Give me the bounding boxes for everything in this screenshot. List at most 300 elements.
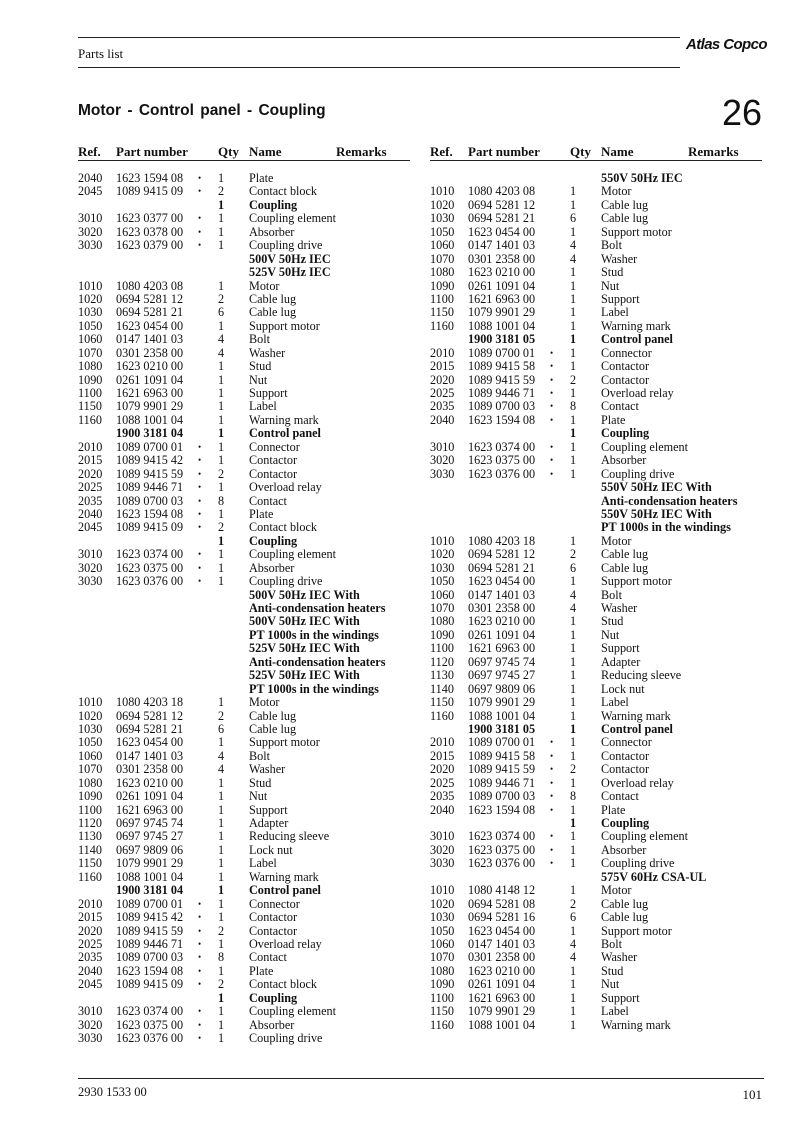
name-cell: Nut bbox=[601, 977, 620, 992]
part-number-cell: 1623 0375 00 bbox=[116, 560, 184, 575]
parts-row bbox=[430, 1019, 770, 1032]
part-number-cell: 0694 5281 12 bbox=[468, 547, 536, 562]
qty-cell: 1 bbox=[218, 480, 225, 495]
qty-cell: 6 bbox=[570, 560, 577, 575]
bullet-cell: • bbox=[198, 912, 202, 923]
qty-cell: 1 bbox=[218, 211, 225, 226]
parts-row bbox=[430, 777, 770, 790]
ref-cell: 2015 bbox=[78, 910, 103, 925]
ref-cell: 3010 bbox=[78, 1004, 103, 1019]
part-number-cell: 0261 1091 04 bbox=[116, 372, 184, 387]
qty-cell: 1 bbox=[218, 547, 225, 562]
section-number: 26 bbox=[721, 92, 762, 133]
parts-row bbox=[430, 374, 770, 387]
part-number-cell: 1089 9415 59 bbox=[116, 466, 184, 481]
name-cell: PT 1000s in the windings bbox=[249, 627, 379, 642]
name-cell: Control panel bbox=[249, 426, 321, 441]
part-number-cell: 1621 6963 00 bbox=[116, 386, 184, 400]
name-cell: Contactor bbox=[249, 453, 298, 468]
parts-row bbox=[78, 266, 418, 279]
qty-cell: 1 bbox=[570, 426, 577, 441]
qty-cell: 1 bbox=[570, 668, 577, 683]
parts-row bbox=[78, 387, 418, 400]
ref-cell: 3010 bbox=[430, 439, 455, 454]
bullet-cell: • bbox=[198, 898, 202, 909]
name-cell: Coupling element bbox=[601, 829, 688, 844]
col-remarks: Remarks bbox=[336, 144, 387, 159]
ref-cell: 1090 bbox=[78, 789, 103, 804]
bullet-cell: • bbox=[550, 844, 554, 855]
name-cell: Stud bbox=[601, 614, 624, 629]
qty-cell: 2 bbox=[218, 184, 225, 199]
name-cell: Coupling bbox=[249, 533, 298, 548]
parts-row bbox=[430, 965, 770, 978]
qty-cell: 1 bbox=[570, 197, 577, 212]
qty-cell: 1 bbox=[218, 896, 225, 911]
bullet-cell: • bbox=[550, 750, 554, 761]
parts-row bbox=[78, 898, 418, 911]
qty-cell: 2 bbox=[218, 520, 225, 535]
ref-cell: 2010 bbox=[78, 896, 103, 911]
ref-cell: 1020 bbox=[430, 547, 455, 562]
parts-row bbox=[78, 750, 418, 763]
qty-cell: 1 bbox=[218, 869, 225, 884]
ref-cell: 2010 bbox=[430, 345, 455, 360]
name-cell: Motor bbox=[249, 695, 280, 710]
ref-cell: 3010 bbox=[78, 547, 103, 562]
qty-cell: 1 bbox=[218, 278, 225, 293]
qty-cell: 1 bbox=[570, 627, 577, 642]
qty-cell: 1 bbox=[218, 883, 225, 898]
parts-row bbox=[78, 965, 418, 978]
parts-row bbox=[78, 992, 418, 1005]
part-number-cell: 0147 1401 03 bbox=[116, 332, 184, 347]
ref-cell: 1080 bbox=[430, 265, 455, 280]
part-number-cell: 0694 5281 21 bbox=[116, 305, 184, 320]
ref-cell: 1080 bbox=[78, 775, 103, 790]
qty-cell: 8 bbox=[218, 493, 225, 508]
name-cell: Coupling bbox=[601, 426, 650, 441]
qty-cell: 1 bbox=[218, 506, 225, 521]
qty-cell: 4 bbox=[570, 601, 577, 615]
ref-cell: 2025 bbox=[78, 936, 103, 951]
parts-row bbox=[78, 938, 418, 951]
parts-row bbox=[430, 804, 770, 817]
name-cell: 525V 50Hz IEC With bbox=[249, 641, 360, 656]
parts-row bbox=[78, 1005, 418, 1018]
ref-cell: 1080 bbox=[430, 614, 455, 629]
parts-row bbox=[78, 347, 418, 360]
col-part: Part number bbox=[468, 144, 540, 159]
qty-cell: 4 bbox=[218, 748, 225, 763]
name-cell: Cable lug bbox=[601, 910, 649, 925]
col-remarks: Remarks bbox=[688, 144, 739, 159]
qty-cell: 2 bbox=[570, 547, 577, 562]
column-header-left bbox=[78, 144, 410, 160]
ref-cell: 1090 bbox=[430, 977, 455, 992]
parts-row bbox=[430, 495, 770, 508]
parts-row bbox=[78, 777, 418, 790]
ref-cell: 1030 bbox=[430, 560, 455, 575]
qty-cell: 1 bbox=[570, 412, 577, 427]
part-number-cell: 0694 5281 21 bbox=[468, 211, 536, 226]
parts-row bbox=[430, 347, 770, 360]
qty-cell: 1 bbox=[218, 318, 225, 333]
name-cell: Contact bbox=[601, 399, 639, 414]
part-number-cell: 1621 6963 00 bbox=[468, 291, 536, 306]
name-cell: 550V 50Hz IEC With bbox=[601, 506, 712, 521]
parts-row bbox=[430, 750, 770, 763]
qty-cell: 6 bbox=[218, 305, 225, 320]
parts-row bbox=[430, 683, 770, 696]
parts-row bbox=[430, 723, 770, 736]
parts-row bbox=[430, 830, 770, 843]
name-cell: Label bbox=[249, 399, 277, 414]
qty-cell: 1 bbox=[218, 816, 225, 830]
part-number-cell: 1623 1594 08 bbox=[116, 963, 184, 978]
parts-row bbox=[430, 535, 770, 548]
name-cell: Support bbox=[249, 386, 288, 400]
name-cell: Support motor bbox=[601, 224, 672, 239]
parts-row bbox=[78, 212, 418, 225]
name-cell: Overload relay bbox=[249, 936, 322, 951]
qty-cell: 1 bbox=[218, 990, 225, 1005]
parts-row bbox=[430, 239, 770, 252]
part-number-cell: 1089 9415 09 bbox=[116, 184, 184, 199]
page-number: 101 bbox=[742, 1087, 762, 1102]
ref-cell: 1060 bbox=[430, 238, 455, 253]
parts-row bbox=[78, 763, 418, 776]
bullet-cell: • bbox=[198, 213, 202, 224]
name-cell: Stud bbox=[249, 359, 272, 374]
ref-cell: 1160 bbox=[430, 1017, 454, 1032]
bullet-cell: • bbox=[198, 495, 202, 506]
qty-cell: 1 bbox=[570, 977, 577, 992]
bullet-cell: • bbox=[198, 952, 202, 963]
page-title: Motor - Control panel - Coupling bbox=[78, 102, 326, 119]
ref-cell: 1070 bbox=[430, 601, 455, 615]
ref-cell: 1020 bbox=[78, 708, 103, 723]
part-number-cell: 1089 9415 59 bbox=[468, 372, 536, 387]
ref-cell: 2015 bbox=[78, 453, 103, 468]
part-number-cell: 1089 0700 03 bbox=[468, 789, 536, 804]
qty-cell: 1 bbox=[218, 842, 225, 857]
ref-cell: 2045 bbox=[78, 184, 103, 199]
name-cell: Reducing sleeve bbox=[249, 829, 330, 844]
qty-cell: 1 bbox=[218, 426, 225, 441]
parts-column-left bbox=[78, 172, 418, 1045]
name-cell: Motor bbox=[601, 184, 632, 199]
name-cell: Coupling drive bbox=[249, 574, 323, 589]
name-cell: Stud bbox=[249, 775, 272, 790]
parts-row bbox=[430, 763, 770, 776]
part-number-cell: 1088 1001 04 bbox=[468, 318, 536, 333]
part-number-cell: 1623 1594 08 bbox=[116, 171, 184, 185]
part-number-cell: 1089 9446 71 bbox=[116, 480, 184, 495]
col-name: Name bbox=[601, 144, 634, 159]
name-cell: Bolt bbox=[601, 238, 622, 253]
name-cell: Bolt bbox=[601, 587, 622, 602]
header-label: Parts list bbox=[78, 46, 124, 61]
name-cell: Label bbox=[601, 695, 629, 710]
ref-cell: 2040 bbox=[78, 963, 103, 978]
bullet-cell: • bbox=[550, 374, 554, 385]
name-cell: Motor bbox=[601, 883, 632, 898]
ref-cell: 1050 bbox=[78, 318, 103, 333]
bullet-cell: • bbox=[198, 938, 202, 949]
part-number-cell: 1621 6963 00 bbox=[468, 641, 536, 656]
ref-cell: 1100 bbox=[430, 990, 454, 1005]
parts-row bbox=[78, 844, 418, 857]
document-number: 2930 1533 00 bbox=[78, 1085, 147, 1099]
parts-row bbox=[78, 696, 418, 709]
ref-cell: 1020 bbox=[430, 896, 455, 911]
ref-cell: 2035 bbox=[430, 399, 455, 414]
name-cell: 550V 50Hz IEC With bbox=[601, 480, 712, 495]
ref-cell: 2035 bbox=[430, 789, 455, 804]
ref-cell: 1030 bbox=[430, 910, 455, 925]
bullet-cell: • bbox=[198, 1019, 202, 1030]
qty-cell: 1 bbox=[570, 614, 577, 629]
ref-cell: 1150 bbox=[78, 399, 102, 414]
part-number-cell: 1079 9901 29 bbox=[468, 1004, 536, 1019]
part-number-cell: 0261 1091 04 bbox=[468, 278, 536, 293]
parts-row bbox=[78, 226, 418, 239]
parts-column-right bbox=[430, 172, 770, 1032]
name-cell: Coupling bbox=[249, 197, 298, 212]
name-cell: Absorber bbox=[249, 1017, 295, 1032]
name-cell: Washer bbox=[601, 251, 638, 266]
parts-row bbox=[430, 696, 770, 709]
ref-cell: 1060 bbox=[430, 587, 455, 602]
bullet-cell: • bbox=[550, 791, 554, 802]
part-number-cell: 0301 2358 00 bbox=[116, 762, 184, 777]
qty-cell: 4 bbox=[218, 345, 225, 360]
parts-row bbox=[430, 185, 770, 198]
ref-cell: 2020 bbox=[78, 466, 103, 481]
part-number-cell: 1088 1001 04 bbox=[468, 1017, 536, 1032]
qty-cell: 1 bbox=[570, 345, 577, 360]
name-cell: Coupling drive bbox=[601, 466, 675, 481]
name-cell: Coupling element bbox=[249, 1004, 336, 1019]
name-cell: Cable lug bbox=[601, 211, 649, 226]
name-cell: Contactor bbox=[249, 910, 298, 925]
part-number-cell: 0694 5281 21 bbox=[468, 560, 536, 575]
part-number-cell: 1089 0700 03 bbox=[116, 950, 184, 965]
parts-row bbox=[430, 736, 770, 749]
part-number-cell: 0301 2358 00 bbox=[468, 251, 536, 266]
parts-row bbox=[430, 333, 770, 346]
name-cell: Overload relay bbox=[601, 386, 674, 400]
part-number-cell: 0697 9809 06 bbox=[468, 681, 536, 696]
name-cell: Coupling drive bbox=[249, 1031, 323, 1045]
name-cell: Warning mark bbox=[601, 708, 671, 723]
parts-row bbox=[430, 951, 770, 964]
qty-cell: 1 bbox=[570, 265, 577, 280]
ref-cell: 3020 bbox=[78, 1017, 103, 1032]
parts-row bbox=[430, 871, 770, 884]
name-cell: 500V 50Hz IEC With bbox=[249, 614, 360, 629]
ref-cell: 1090 bbox=[78, 372, 103, 387]
header-rule-bottom bbox=[78, 67, 680, 68]
qty-cell: 6 bbox=[570, 211, 577, 226]
part-number-cell: 1623 0210 00 bbox=[468, 265, 536, 280]
ref-cell: 1100 bbox=[78, 386, 102, 400]
qty-cell: 6 bbox=[570, 910, 577, 925]
qty-cell: 1 bbox=[570, 574, 577, 589]
ref-cell: 3020 bbox=[78, 224, 103, 239]
name-cell: Support motor bbox=[601, 574, 672, 589]
bullet-cell: • bbox=[550, 764, 554, 775]
ref-cell: 1090 bbox=[430, 278, 455, 293]
qty-cell: 1 bbox=[218, 829, 225, 844]
qty-cell: 1 bbox=[218, 412, 225, 427]
parts-row bbox=[78, 978, 418, 991]
part-number-cell: 1089 0700 03 bbox=[116, 493, 184, 508]
name-cell: Coupling drive bbox=[249, 238, 323, 253]
name-cell: Overload relay bbox=[249, 480, 322, 495]
ref-cell: 1140 bbox=[430, 681, 454, 696]
ref-cell: 1060 bbox=[78, 332, 103, 347]
parts-row bbox=[430, 548, 770, 561]
part-number-cell: 1089 9415 59 bbox=[116, 923, 184, 938]
parts-row bbox=[430, 468, 770, 481]
parts-row bbox=[78, 293, 418, 306]
bullet-cell: • bbox=[550, 401, 554, 412]
parts-row bbox=[78, 374, 418, 387]
part-number-cell: 0697 9745 74 bbox=[468, 654, 536, 669]
qty-cell: 1 bbox=[570, 453, 577, 468]
parts-row bbox=[430, 481, 770, 494]
parts-row bbox=[430, 320, 770, 333]
name-cell: Support bbox=[601, 641, 640, 656]
name-cell: Warning mark bbox=[249, 869, 319, 884]
part-number-cell: 1089 9415 59 bbox=[468, 762, 536, 777]
qty-cell: 1 bbox=[218, 399, 225, 414]
bullet-cell: • bbox=[198, 1033, 202, 1043]
qty-cell: 2 bbox=[218, 977, 225, 992]
ref-cell: 1160 bbox=[78, 869, 102, 884]
parts-row bbox=[78, 575, 418, 588]
parts-row bbox=[78, 884, 418, 897]
qty-cell: 1 bbox=[570, 695, 577, 710]
name-cell: Absorber bbox=[249, 560, 295, 575]
part-number-cell: 1089 0700 01 bbox=[468, 735, 536, 750]
parts-row bbox=[430, 575, 770, 588]
ref-cell: 1150 bbox=[430, 1004, 454, 1019]
qty-cell: 1 bbox=[570, 721, 577, 736]
ref-cell: 2010 bbox=[430, 735, 455, 750]
name-cell: 500V 50Hz IEC bbox=[249, 251, 331, 266]
name-cell: Washer bbox=[249, 345, 286, 360]
ref-cell: 2010 bbox=[78, 439, 103, 454]
qty-cell: 1 bbox=[218, 789, 225, 804]
ref-cell: 1070 bbox=[430, 251, 455, 266]
qty-cell: 1 bbox=[218, 224, 225, 239]
part-number-cell: 1900 3181 05 bbox=[468, 721, 536, 736]
part-number-cell: 1089 9415 42 bbox=[116, 453, 184, 468]
parts-row bbox=[78, 1032, 418, 1045]
qty-cell: 2 bbox=[570, 762, 577, 777]
qty-cell: 1 bbox=[218, 372, 225, 387]
part-number-cell: 1623 1594 08 bbox=[116, 506, 184, 521]
qty-cell: 1 bbox=[218, 963, 225, 978]
bullet-cell: • bbox=[198, 468, 202, 479]
ref-cell: 1020 bbox=[430, 197, 455, 212]
name-cell: Contactor bbox=[601, 359, 650, 374]
qty-cell: 1 bbox=[570, 533, 577, 548]
name-cell: Overload relay bbox=[601, 775, 674, 790]
qty-cell: 1 bbox=[570, 735, 577, 750]
column-rule-left bbox=[78, 160, 410, 161]
parts-row bbox=[78, 535, 418, 548]
part-number-cell: 0694 5281 12 bbox=[116, 708, 184, 723]
ref-cell: 2020 bbox=[78, 923, 103, 938]
parts-row bbox=[78, 185, 418, 198]
name-cell: 500V 50Hz IEC With bbox=[249, 587, 360, 602]
name-cell: Control panel bbox=[601, 332, 673, 347]
ref-cell: 1100 bbox=[430, 291, 454, 306]
name-cell: Contact block bbox=[249, 977, 318, 992]
ref-cell: 1050 bbox=[78, 735, 103, 750]
qty-cell: 1 bbox=[570, 359, 577, 374]
part-number-cell: 1088 1001 04 bbox=[116, 412, 184, 427]
ref-cell: 3030 bbox=[78, 574, 103, 589]
name-cell: Connector bbox=[601, 345, 652, 360]
part-number-cell: 1088 1001 04 bbox=[116, 869, 184, 884]
bullet-cell: • bbox=[198, 576, 202, 587]
part-number-cell: 0694 5281 21 bbox=[116, 721, 184, 736]
name-cell: Support bbox=[601, 990, 640, 1005]
name-cell: Anti-condensation heaters bbox=[249, 601, 386, 615]
name-cell: Anti-condensation heaters bbox=[249, 654, 386, 669]
ref-cell: 3030 bbox=[78, 238, 103, 253]
parts-row bbox=[78, 400, 418, 413]
name-cell: Contactor bbox=[249, 466, 298, 481]
name-cell: Support motor bbox=[249, 735, 320, 750]
name-cell: Connector bbox=[601, 735, 652, 750]
qty-cell: 1 bbox=[570, 305, 577, 320]
part-number-cell: 1089 9446 71 bbox=[116, 936, 184, 951]
part-number-cell: 0694 5281 16 bbox=[468, 910, 536, 925]
qty-cell: 1 bbox=[570, 184, 577, 199]
parts-row bbox=[78, 589, 418, 602]
name-cell: Plate bbox=[249, 506, 274, 521]
ref-cell: 1120 bbox=[78, 816, 102, 830]
parts-row bbox=[430, 562, 770, 575]
parts-row bbox=[430, 212, 770, 225]
part-number-cell: 1079 9901 29 bbox=[468, 695, 536, 710]
part-number-cell: 1089 9446 71 bbox=[468, 775, 536, 790]
parts-row bbox=[430, 454, 770, 467]
ref-cell: 1100 bbox=[430, 641, 454, 656]
parts-row bbox=[78, 817, 418, 830]
name-cell: Support motor bbox=[601, 923, 672, 938]
name-cell: Lock nut bbox=[601, 681, 645, 696]
qty-cell: 1 bbox=[218, 1017, 225, 1032]
name-cell: Support bbox=[249, 802, 288, 817]
qty-cell: 1 bbox=[570, 224, 577, 239]
part-number-cell: 1621 6963 00 bbox=[116, 802, 184, 817]
col-name: Name bbox=[249, 144, 282, 159]
col-part: Part number bbox=[116, 144, 188, 159]
parts-row bbox=[78, 736, 418, 749]
qty-cell: 1 bbox=[218, 735, 225, 750]
name-cell: Control panel bbox=[249, 883, 321, 898]
name-cell: Cable lug bbox=[249, 721, 297, 736]
part-number-cell: 1089 9415 09 bbox=[116, 520, 184, 535]
part-number-cell: 1623 0376 00 bbox=[116, 1031, 184, 1045]
